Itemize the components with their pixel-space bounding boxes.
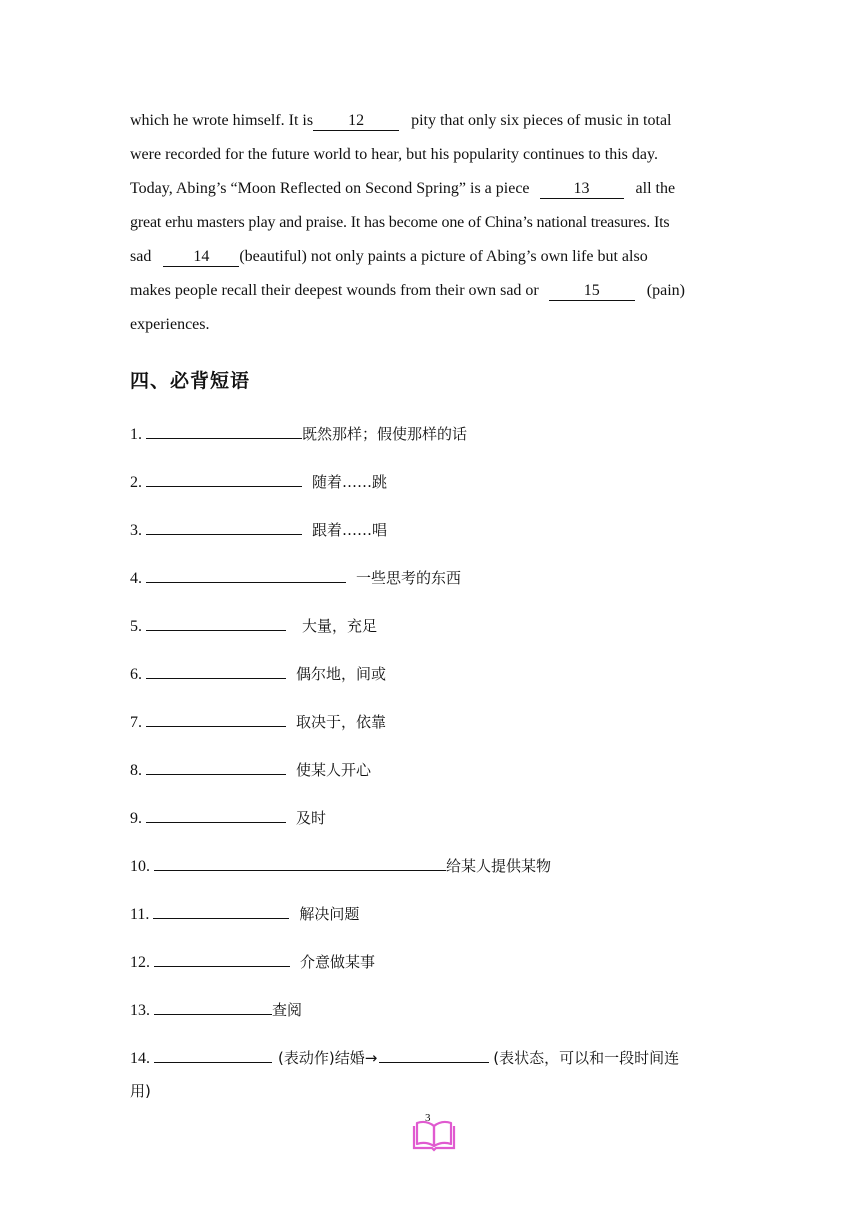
answer-line[interactable] xyxy=(154,1046,272,1063)
phrase-meaning: 大量，充足 xyxy=(302,617,378,635)
answer-line[interactable] xyxy=(146,710,286,727)
document-page xyxy=(130,104,732,1100)
answer-line[interactable] xyxy=(146,758,286,775)
answer-line[interactable] xyxy=(379,1046,489,1063)
phrase-item xyxy=(130,854,551,878)
answer-line[interactable] xyxy=(146,806,286,823)
phrase-meaning: 一些思考的东西 xyxy=(356,569,462,587)
passage-text: Today, Abing’s “Moon Reflected on Second Spring” is a piece xyxy=(130,180,530,197)
phrase-item xyxy=(130,806,326,830)
passage-line xyxy=(130,308,732,342)
passage-text: pity that only six pieces of music in total xyxy=(411,112,672,129)
blank-12[interactable]: 12 xyxy=(313,112,399,131)
phrase-item xyxy=(130,662,386,686)
passage-text: which he wrote himself. It is xyxy=(130,112,314,129)
passage-text: all the xyxy=(635,180,676,197)
phrase-meaning: 取决于，依靠 xyxy=(296,713,387,731)
answer-line[interactable] xyxy=(153,902,289,919)
phrase-item xyxy=(130,710,386,734)
phrase-number: 12. xyxy=(130,954,150,971)
phrase-number: 7. xyxy=(130,714,142,731)
phrase-meaning: (表状态，可以和一段时间连 xyxy=(493,1049,680,1067)
phrase-meaning: (表动作)结婚→ xyxy=(278,1049,378,1067)
passage-text: (pain) xyxy=(646,282,685,299)
answer-line[interactable] xyxy=(146,422,302,439)
phrase-number: 14. xyxy=(130,1050,150,1067)
phrase-item xyxy=(130,758,371,782)
passage-text: great erhu masters play and praise. It has become one of China’s national treasures. Its xyxy=(130,214,670,231)
phrase-meaning: 给某人提供某物 xyxy=(446,857,552,875)
answer-line[interactable] xyxy=(146,662,286,679)
phrase-number: 6. xyxy=(130,666,142,683)
phrase-item xyxy=(130,566,461,590)
phrase-number: 13. xyxy=(130,1002,150,1019)
passage-line xyxy=(130,240,732,274)
phrase-number: 10. xyxy=(130,858,150,875)
answer-line[interactable] xyxy=(146,566,346,583)
phrase-meaning: 查阅 xyxy=(272,1001,303,1019)
phrase-item xyxy=(130,1046,679,1070)
cloze-passage xyxy=(130,104,732,342)
phrase-item xyxy=(130,518,387,542)
phrase-number: 3. xyxy=(130,522,142,539)
phrase-item xyxy=(130,902,359,926)
phrase-item xyxy=(130,422,467,446)
phrase-meaning: 跟着……唱 xyxy=(312,521,388,539)
passage-text: were recorded for the future world to hear, but his popularity continues to this day. xyxy=(130,146,658,163)
phrase-item xyxy=(130,614,377,638)
passage-text: experiences. xyxy=(130,316,210,333)
section-title: 四、必背短语 xyxy=(130,370,251,392)
blank-13[interactable]: 13 xyxy=(540,180,624,199)
passage-line xyxy=(130,104,732,138)
passage-line xyxy=(130,172,732,206)
phrase-meaning: 解决问题 xyxy=(299,905,360,923)
phrase-number: 4. xyxy=(130,570,142,587)
phrase-number: 1. xyxy=(130,426,142,443)
answer-line[interactable] xyxy=(154,854,446,871)
passage-text: (beautiful) not only paints a picture of Abing’s own life but also xyxy=(239,248,648,265)
phrase-meaning: 使某人开心 xyxy=(296,761,372,779)
phrase-number: 2. xyxy=(130,474,142,491)
answer-line[interactable] xyxy=(146,518,302,535)
phrase-meaning-continued: 用) xyxy=(130,1082,151,1100)
phrase-item xyxy=(130,998,302,1022)
book-icon xyxy=(410,1118,458,1152)
passage-text: makes people recall their deepest wounds from their own sad or xyxy=(130,282,539,299)
answer-line[interactable] xyxy=(154,950,290,967)
phrase-meaning: 介意做某事 xyxy=(300,953,376,971)
phrase-item xyxy=(130,950,375,974)
phrase-meaning: 偶尔地，间或 xyxy=(296,665,387,683)
blank-14[interactable]: 14 xyxy=(163,248,239,267)
blank-15[interactable]: 15 xyxy=(549,282,635,301)
answer-line[interactable] xyxy=(146,614,286,631)
passage-line xyxy=(130,206,732,240)
phrase-number: 11. xyxy=(130,906,150,923)
phrase-number: 5. xyxy=(130,618,142,635)
phrase-meaning: 及时 xyxy=(296,809,327,827)
phrase-meaning: 随着……跳 xyxy=(312,473,388,491)
passage-text: sad xyxy=(130,248,152,265)
passage-line xyxy=(130,274,732,308)
passage-line xyxy=(130,138,732,172)
phrase-number: 9. xyxy=(130,810,142,827)
phrase-number: 8. xyxy=(130,762,142,779)
answer-line[interactable] xyxy=(154,998,272,1015)
answer-line[interactable] xyxy=(146,470,302,487)
phrase-meaning: 既然那样；假使那样的话 xyxy=(302,425,468,443)
phrase-item xyxy=(130,470,387,494)
page-number: 3 xyxy=(425,1112,431,1124)
